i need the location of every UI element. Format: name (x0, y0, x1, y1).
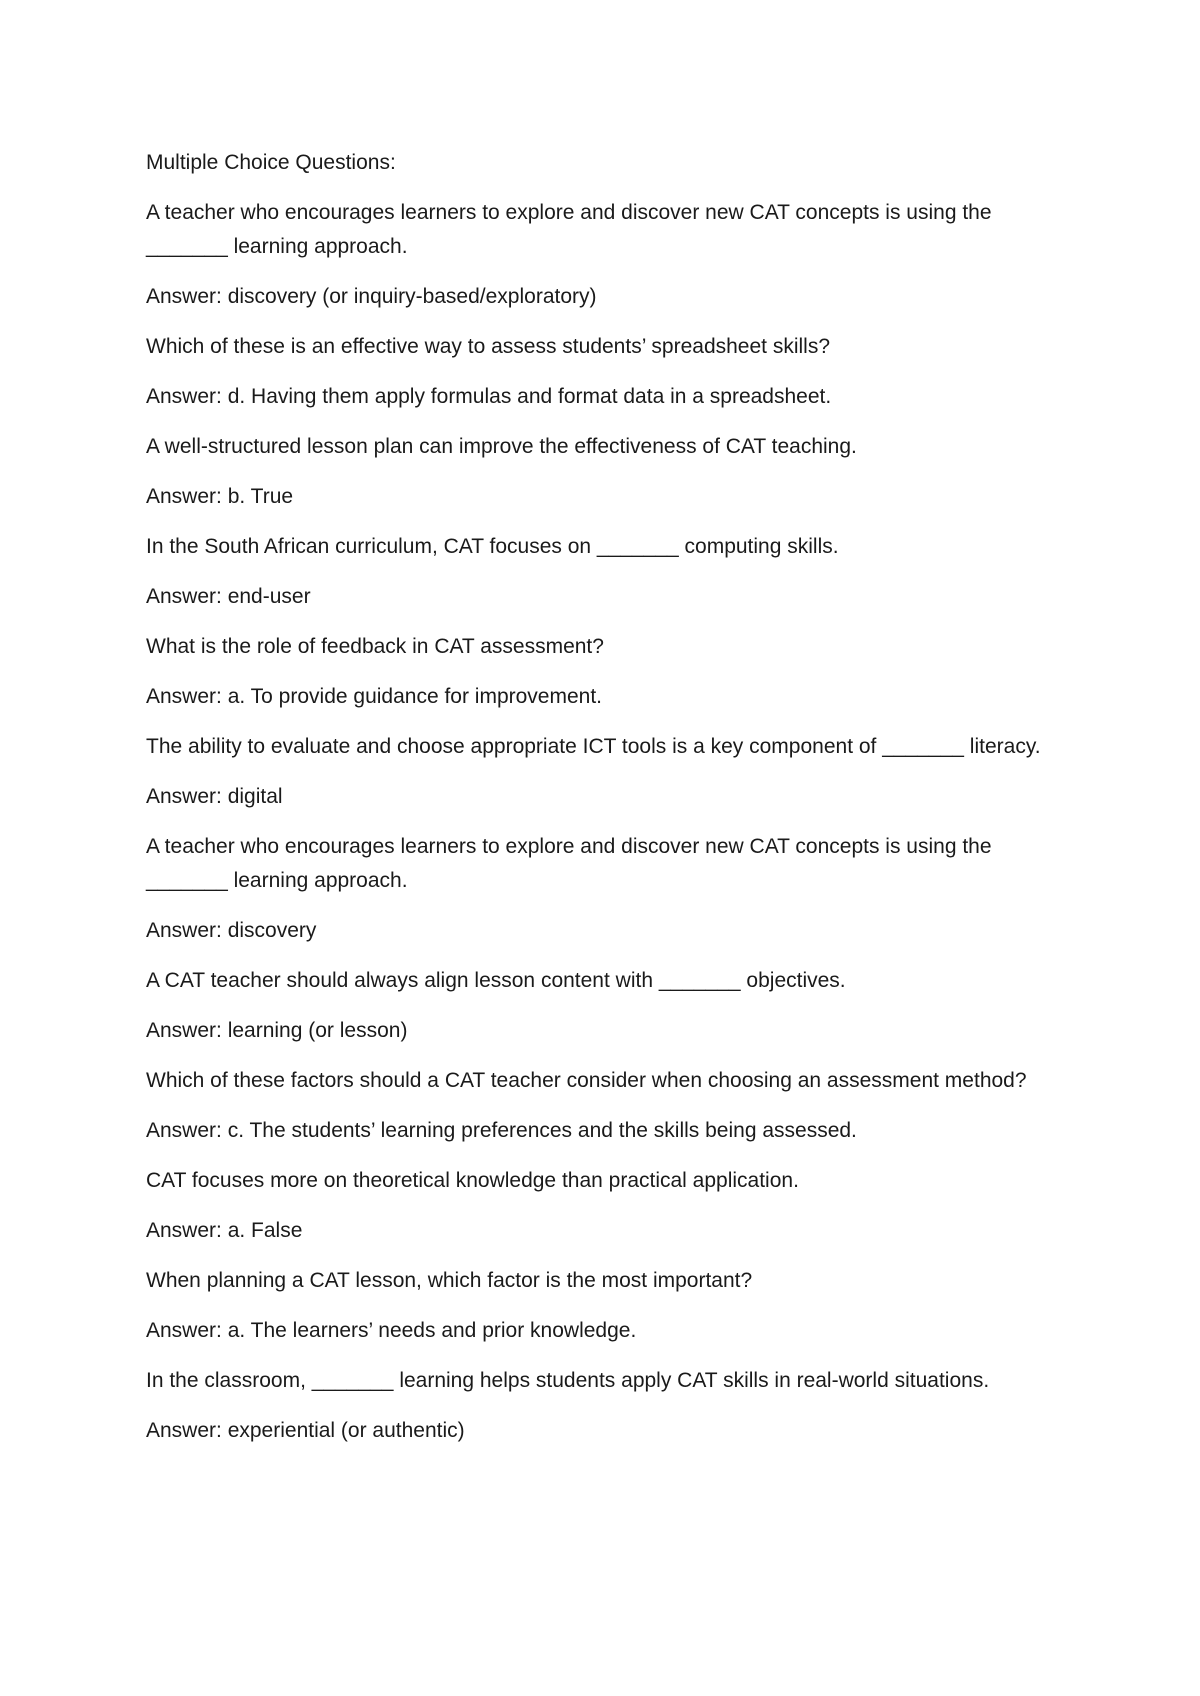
answer-5: Answer: a. To provide guidance for improvement. (146, 685, 603, 708)
answer-2: Answer: d. Having them apply formulas and format data in a spreadsheet. (146, 385, 832, 408)
answer-7: Answer: discovery (146, 919, 317, 942)
question-6: The ability to evaluate and choose appropriate ICT tools is a key component of _______ literacy. (146, 735, 1041, 758)
answer-9: Answer: c. The students’ learning preferences and the skills being assessed. (146, 1119, 857, 1142)
document-body (146, 146, 1056, 1464)
question-5: What is the role of feedback in CAT assessment? (146, 635, 604, 658)
question-8: A CAT teacher should always align lesson content with _______ objectives. (146, 969, 846, 992)
answer-11: Answer: a. The learners’ needs and prior knowledge. (146, 1319, 637, 1342)
question-1: A teacher who encourages learners to explore and discover new CAT concepts is using the _______ learning approach. (146, 201, 992, 258)
question-11: When planning a CAT lesson, which factor is the most important? (146, 1269, 753, 1292)
question-9: Which of these factors should a CAT teacher consider when choosing an assessment method? (146, 1069, 1027, 1092)
answer-10: Answer: a. False (146, 1219, 303, 1242)
question-12: In the classroom, _______ learning helps students apply CAT skills in real-world situations. (146, 1369, 990, 1392)
answer-8: Answer: learning (or lesson) (146, 1019, 408, 1042)
answer-1: Answer: discovery (or inquiry-based/exploratory) (146, 285, 597, 308)
answer-12: Answer: experiential (or authentic) (146, 1419, 465, 1442)
answer-3: Answer: b. True (146, 485, 294, 508)
answer-4: Answer: end-user (146, 585, 311, 608)
question-3: A well-structured lesson plan can improve the effectiveness of CAT teaching. (146, 435, 857, 458)
document-heading: Multiple Choice Questions: (146, 151, 396, 174)
question-7: A teacher who encourages learners to explore and discover new CAT concepts is using the _______ learning approach. (146, 835, 992, 892)
question-2: Which of these is an effective way to assess students’ spreadsheet skills? (146, 335, 831, 358)
answer-6: Answer: digital (146, 785, 283, 808)
question-10: CAT focuses more on theoretical knowledge than practical application. (146, 1169, 799, 1192)
question-4: In the South African curriculum, CAT focuses on _______ computing skills. (146, 535, 839, 558)
